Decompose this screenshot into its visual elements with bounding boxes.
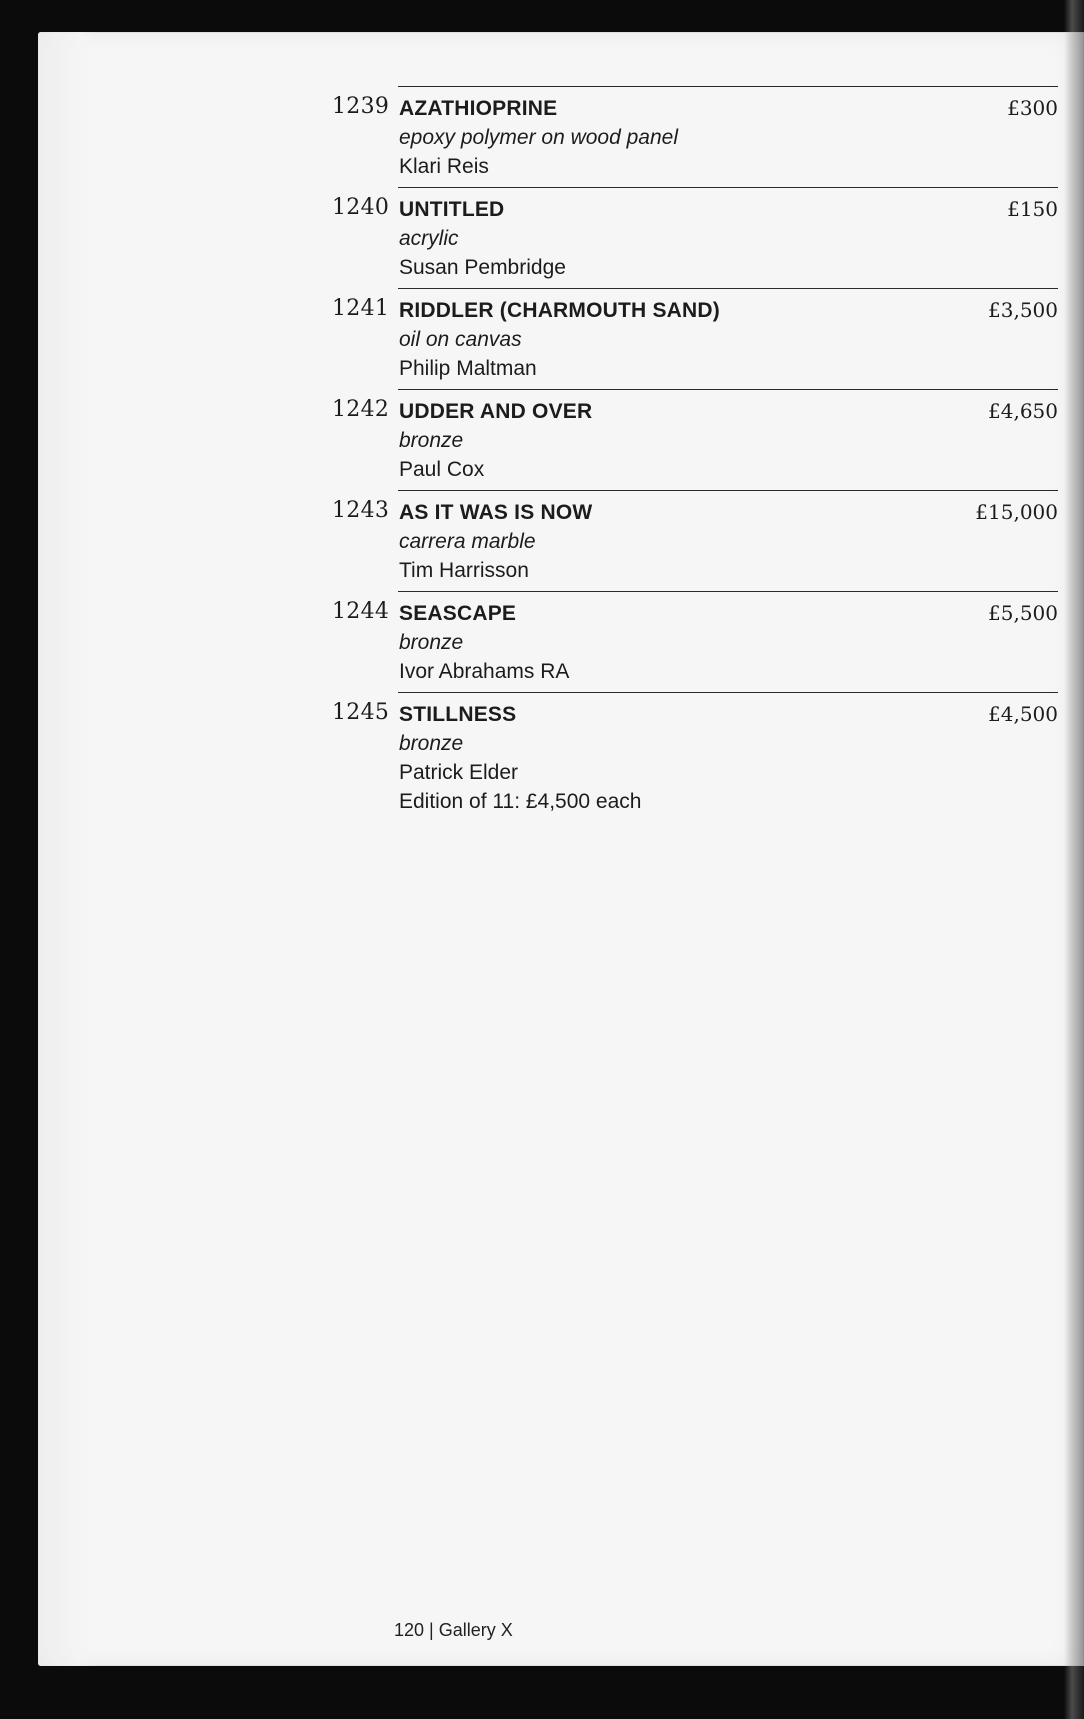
lot-price: £15,000 <box>975 500 1058 524</box>
lot-divider <box>398 187 1058 188</box>
lot-medium: acrylic <box>399 227 459 250</box>
lot-medium: epoxy polymer on wood panel <box>399 126 679 149</box>
lot-title: SEASCAPE <box>399 602 517 625</box>
lot-edition-note: Edition of 11: £4,500 each <box>399 790 642 813</box>
lot-artist: Klari Reis <box>399 155 489 178</box>
lot-number: 1243 <box>332 498 390 523</box>
lot-medium: oil on canvas <box>399 328 522 351</box>
lot-title: STILLNESS <box>399 703 517 726</box>
lot-details <box>399 700 948 816</box>
lot-entry-1241 <box>332 288 1058 389</box>
lot-price: £4,500 <box>988 702 1058 726</box>
lot-artist: Ivor Abrahams RA <box>399 660 570 683</box>
lot-divider <box>398 591 1058 592</box>
lot-medium: bronze <box>399 631 464 654</box>
lot-price: £3,500 <box>988 298 1058 322</box>
lot-number: 1241 <box>332 296 390 321</box>
lot-title: AS IT WAS IS NOW <box>399 501 593 524</box>
lot-entry-1239 <box>332 86 1058 187</box>
page-edge-shading <box>38 32 98 1666</box>
lot-divider <box>398 389 1058 390</box>
lot-number: 1239 <box>332 94 390 119</box>
lot-number: 1242 <box>332 397 390 422</box>
lot-artist: Philip Maltman <box>399 357 537 380</box>
lot-medium: bronze <box>399 429 464 452</box>
lot-divider <box>398 288 1058 289</box>
lot-medium: carrera marble <box>399 530 536 553</box>
lot-number: 1244 <box>332 599 390 624</box>
lot-entry-1243 <box>332 490 1058 591</box>
lot-details <box>399 94 948 181</box>
lot-title: RIDDLER (CHARMOUTH SAND) <box>399 299 720 322</box>
lot-price: £4,650 <box>988 399 1058 423</box>
lot-entry-1245 <box>332 692 1058 822</box>
lot-details <box>399 397 948 484</box>
lot-divider <box>398 86 1058 87</box>
lot-details <box>399 296 948 383</box>
lot-artist: Susan Pembridge <box>399 256 566 279</box>
lot-price: £300 <box>1007 96 1058 120</box>
lot-medium: bronze <box>399 732 464 755</box>
lot-entry-1240 <box>332 187 1058 288</box>
lot-artist: Tim Harrisson <box>399 559 529 582</box>
lot-details <box>399 498 948 585</box>
lot-artist: Paul Cox <box>399 458 485 481</box>
lot-title: UNTITLED <box>399 198 505 221</box>
lot-artist: Patrick Elder <box>399 761 519 784</box>
page-folio: 120 | Gallery X <box>394 1620 513 1640</box>
binding-shadow <box>1064 0 1084 1719</box>
lot-price: £5,500 <box>988 601 1058 625</box>
lot-price: £150 <box>1007 197 1058 221</box>
lot-title: UDDER AND OVER <box>399 400 593 423</box>
lot-list <box>332 86 1058 822</box>
lot-details <box>399 195 948 282</box>
lot-title: AZATHIOPRINE <box>399 97 558 120</box>
lot-divider <box>398 692 1058 693</box>
lot-number: 1245 <box>332 700 390 725</box>
lot-entry-1242 <box>332 389 1058 490</box>
lot-details <box>399 599 948 686</box>
lot-number: 1240 <box>332 195 390 220</box>
lot-divider <box>398 490 1058 491</box>
lot-entry-1244 <box>332 591 1058 692</box>
